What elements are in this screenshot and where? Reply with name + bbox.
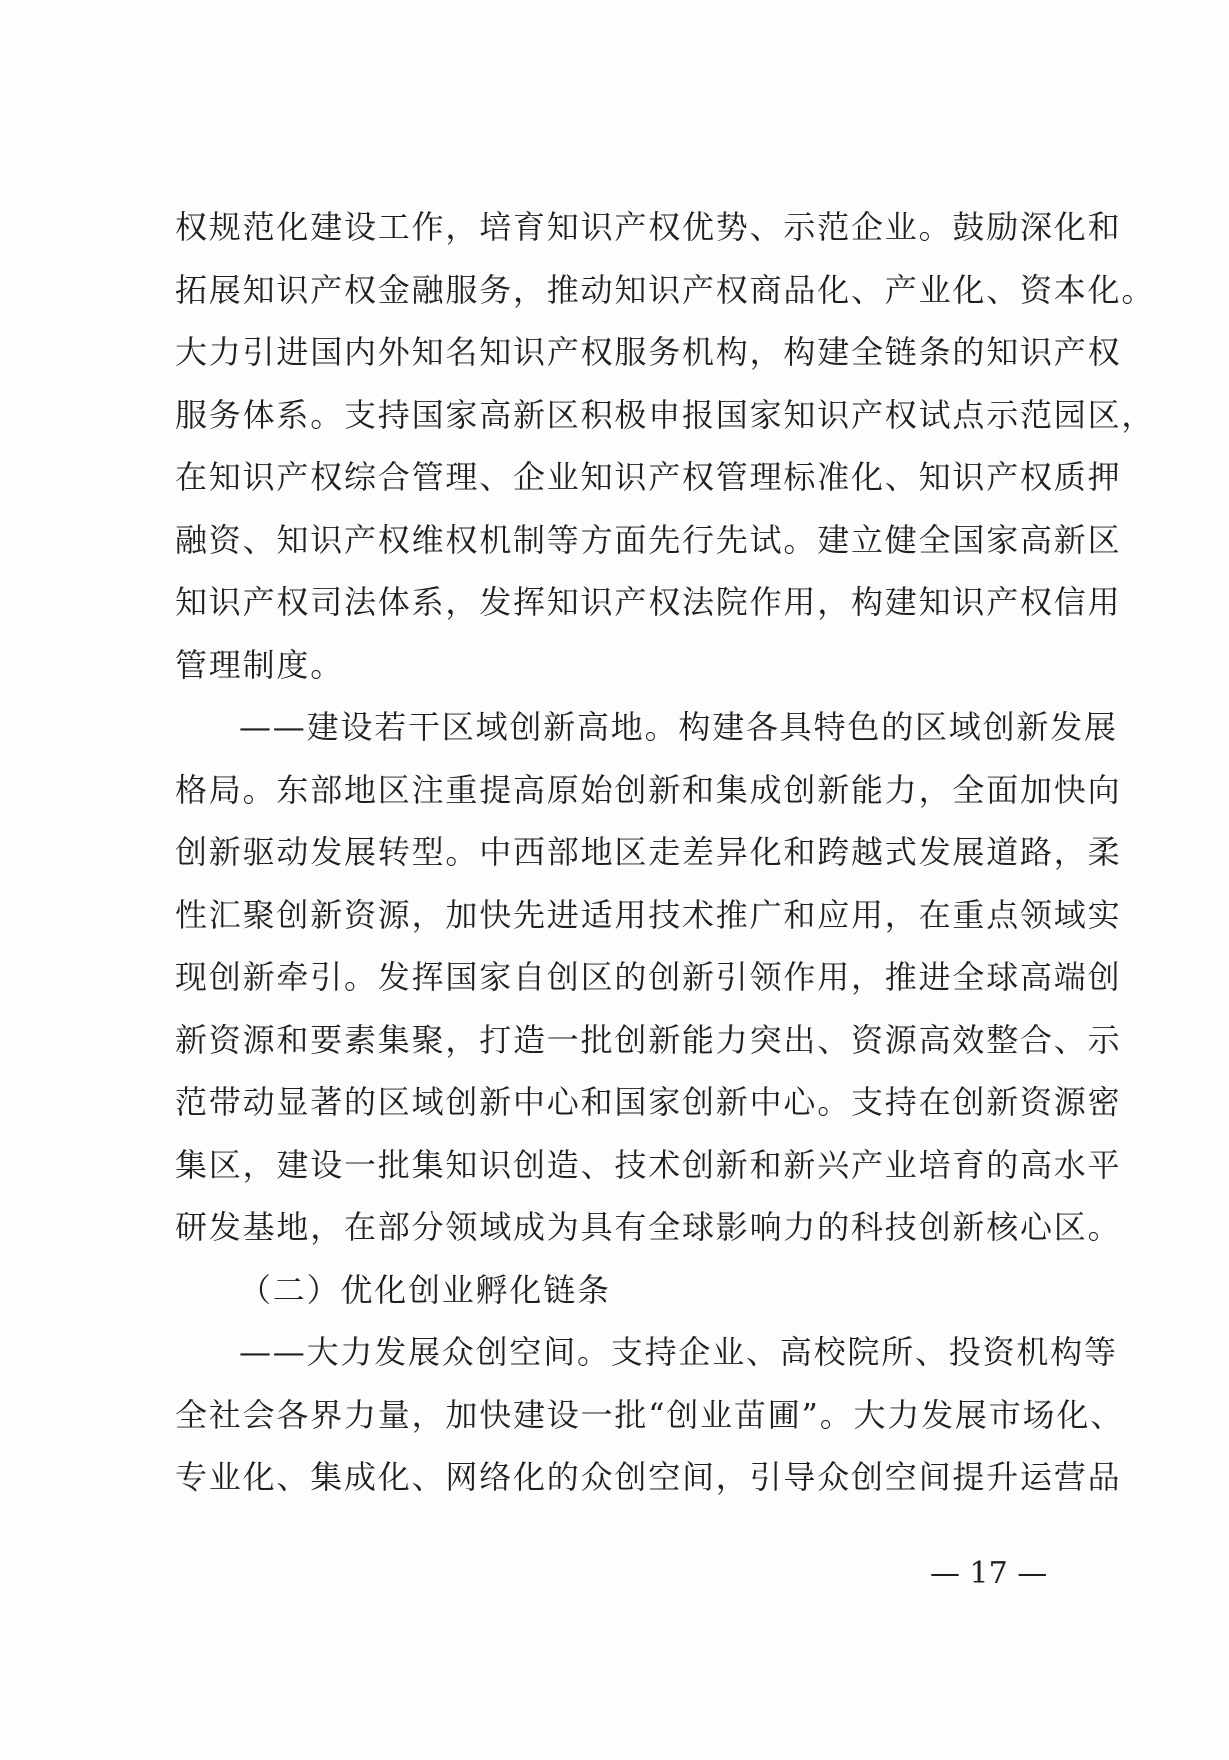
text-line: 在知识产权综合管理、企业知识产权管理标准化、知识产权质押 [175,458,1122,496]
text-line: 大力引进国内外知名知识产权服务机构，构建全链条的知识产权 [175,333,1122,371]
text-line: 研发基地，在部分领域成为具有全球影响力的科技创新核心区。 [175,1208,1122,1246]
paragraph-start-line: ——建设若干区域创新高地。构建各具特色的区域创新发展 [239,708,1118,746]
text-line: 性汇聚创新资源，加快先进适用技术推广和应用，在重点领域实 [175,895,1122,934]
section-heading: （二）优化创业孵化链条 [239,1270,611,1309]
text-line: 集区，建设一批集知识创造、技术创新和新兴产业培育的高水平 [175,1145,1122,1184]
text-line: 范带动显著的区域创新中心和国家创新中心。支持在创新资源密 [175,1083,1122,1121]
paragraph-start-line: ——大力发展众创空间。支持企业、高校院所、投资机构等 [239,1333,1118,1371]
document-body [175,196,1156,1509]
text-line: 知识产权司法体系，发挥知识产权法院作用，构建知识产权信用 [175,583,1122,621]
text-line: 专业化、集成化、网络化的众创空间，引导众创空间提升运营品 [175,1458,1122,1496]
text-line: 现创新牵引。发挥国家自创区的创新引领作用，推进全球高端创 [175,958,1122,996]
text-line: 管理制度。 [175,645,345,684]
text-line: 创新驱动发展转型。中西部地区走差异化和跨越式发展道路，柔 [175,833,1122,871]
text-line: 服务体系。支持国家高新区积极申报国家知识产权试点示范园区， [175,395,1156,434]
text-line: 拓展知识产权金融服务，推动知识产权商品化、产业化、资本化。 [175,270,1156,309]
page-number: — 17 — [930,1556,1048,1591]
text-line: 全社会各界力量，加快建设一批“创业苗圃”。大力发展市场化、 [175,1395,1124,1434]
text-line: 新资源和要素集聚，打造一批创新能力突出、资源高效整合、示 [175,1020,1122,1059]
text-line: 融资、知识产权维权机制等方面先行先试。建立健全国家高新区 [175,520,1122,559]
text-line: 权规范化建设工作，培育知识产权优势、示范企业。鼓励深化和 [175,208,1122,246]
text-line: 格局。东部地区注重提高原始创新和集成创新能力，全面加快向 [175,770,1122,809]
